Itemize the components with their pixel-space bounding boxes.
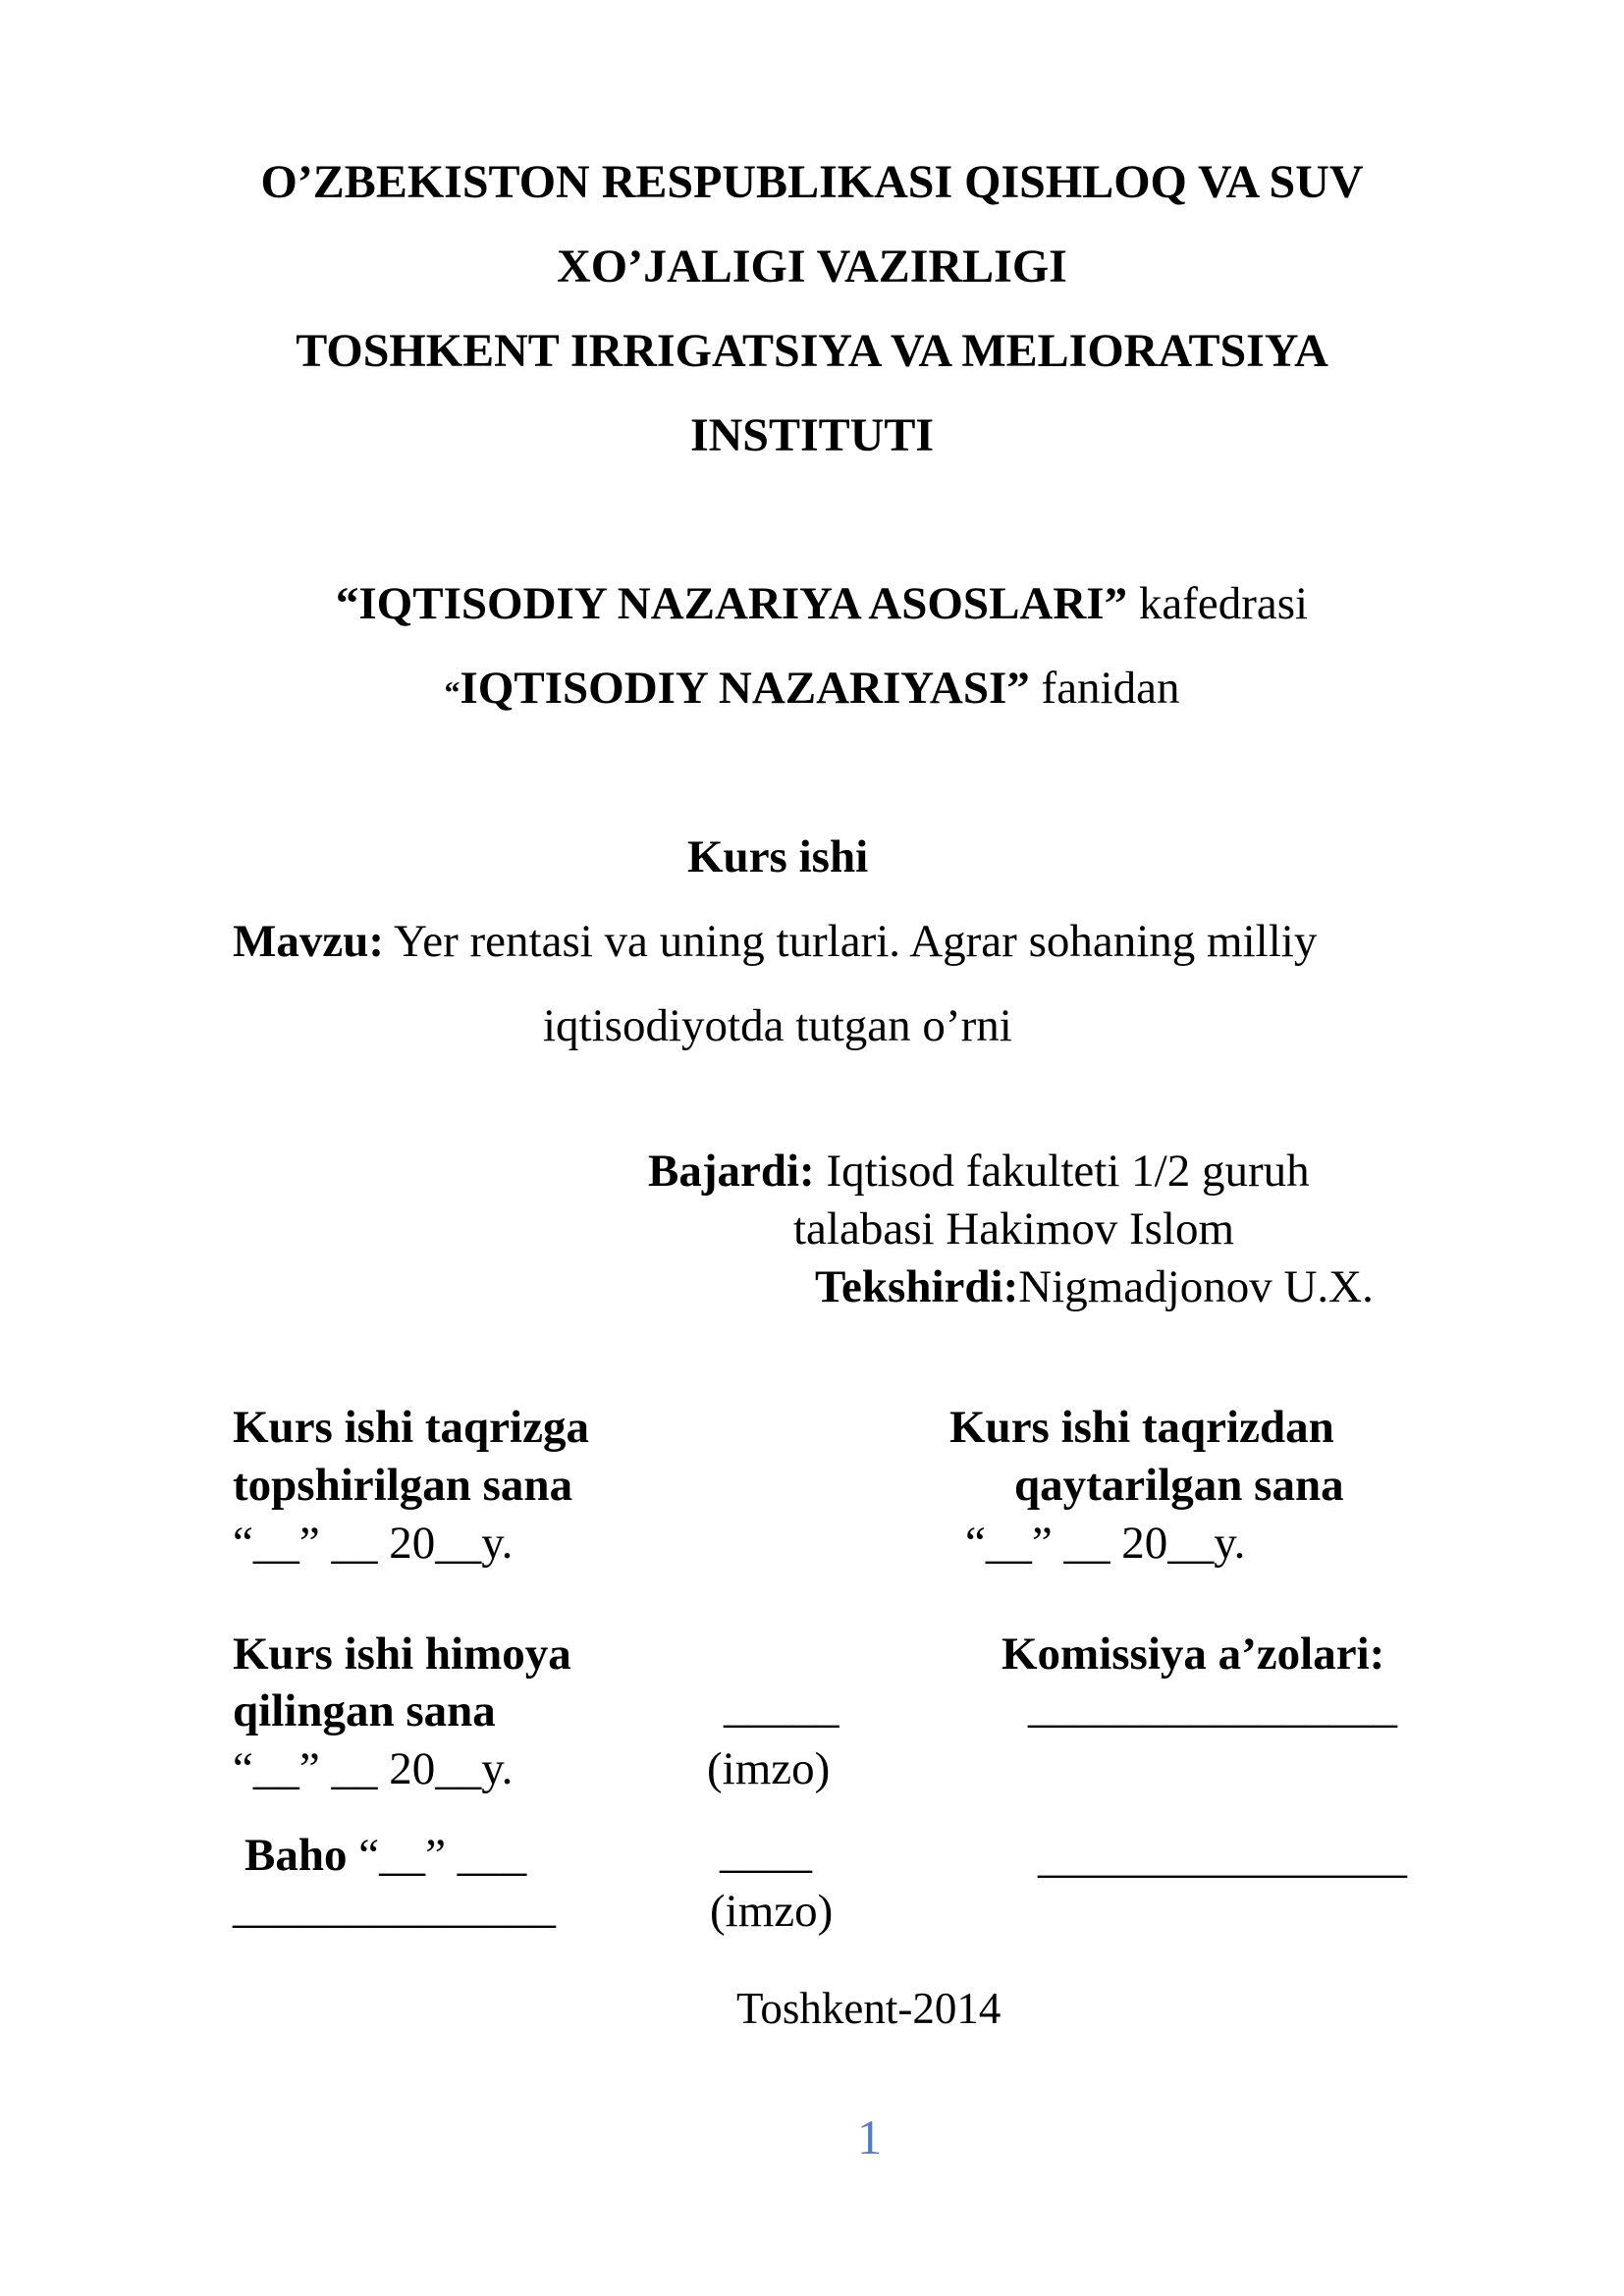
subject-name: IQTISODIY NAZARIYASI”	[460, 663, 1030, 714]
author-line1	[648, 1145, 1310, 1198]
topic-text-line1: Yer rentasi va uning turlari. Agrar sohaning milliy	[384, 916, 1318, 967]
defense-label-line1: Kurs ishi himoya	[233, 1629, 571, 1680]
grade-label: Baho	[244, 1830, 348, 1881]
topic-line1	[233, 915, 1317, 968]
returned-label-line2: qaytarilgan sana	[1014, 1460, 1344, 1511]
ministry-title-line1: O’ZBEKISTON RESPUBLIKASI QISHLOQ VA SUV	[260, 156, 1364, 208]
commission-signature-line-2: ________________	[1038, 1832, 1407, 1883]
submitted-label-line1: Kurs ishi taqrizga	[233, 1402, 589, 1453]
signature-blank-2: ____	[720, 1827, 812, 1878]
author-label: Bajardi:	[648, 1146, 815, 1197]
author-text-line2: talabasi Hakimov Islom	[793, 1203, 1235, 1255]
work-type-heading: Kurs ishi	[687, 831, 869, 882]
signature-label-2: (imzo)	[710, 1886, 834, 1937]
author-text-line1: Iqtisod fakulteti 1/2 guruh	[814, 1146, 1310, 1197]
institute-title-line1: TOSHKENT IRRIGATSIYA VA MELIORATSIYA	[296, 325, 1328, 377]
defense-label-line2: qilingan sana	[233, 1685, 496, 1736]
topic-text-line2: iqtisodiyotda tutgan o’rni	[543, 1000, 1012, 1051]
department-name: “IQTISODIY NAZARIYA ASOSLARI”	[335, 578, 1128, 629]
subject-line	[0, 662, 1624, 715]
defense-date: “__” __ 20__y.	[233, 1743, 514, 1794]
grade-blank-line: ______________	[233, 1882, 556, 1933]
returned-label-line1: Kurs ishi taqrizdan	[949, 1402, 1334, 1453]
signature-blank-1: _____	[724, 1682, 839, 1733]
submitted-date: “__” __ 20__y.	[233, 1518, 514, 1569]
grade-value: “__” ___	[347, 1830, 527, 1881]
commission-label: Komissiya a’zolari:	[1001, 1629, 1385, 1680]
subject-open-quote: “	[444, 674, 460, 710]
commission-signature-line-1: ________________	[1028, 1682, 1397, 1733]
reviewer-label: Tekshirdi:	[815, 1261, 1019, 1312]
institute-title-line2: INSTITUTI	[689, 409, 935, 461]
topic-label: Mavzu:	[233, 916, 385, 967]
ministry-title-line2: XO’JALIGI VAZIRLIGI	[557, 240, 1067, 293]
signature-label-1: (imzo)	[707, 1743, 831, 1794]
page-number: 1	[857, 2109, 882, 2164]
place-year: Toshkent-2014	[736, 1984, 1001, 2033]
submitted-label-line2: topshirilgan sana	[233, 1460, 573, 1511]
grade-line	[244, 1829, 526, 1882]
reviewer-name: Nigmadjonov U.X.	[1018, 1261, 1374, 1312]
subject-suffix: fanidan	[1029, 663, 1180, 714]
department-line	[10, 577, 1624, 630]
reviewer-line	[815, 1260, 1374, 1313]
returned-date: “__” __ 20__y.	[965, 1518, 1246, 1569]
department-suffix: kafedrasi	[1127, 578, 1309, 629]
